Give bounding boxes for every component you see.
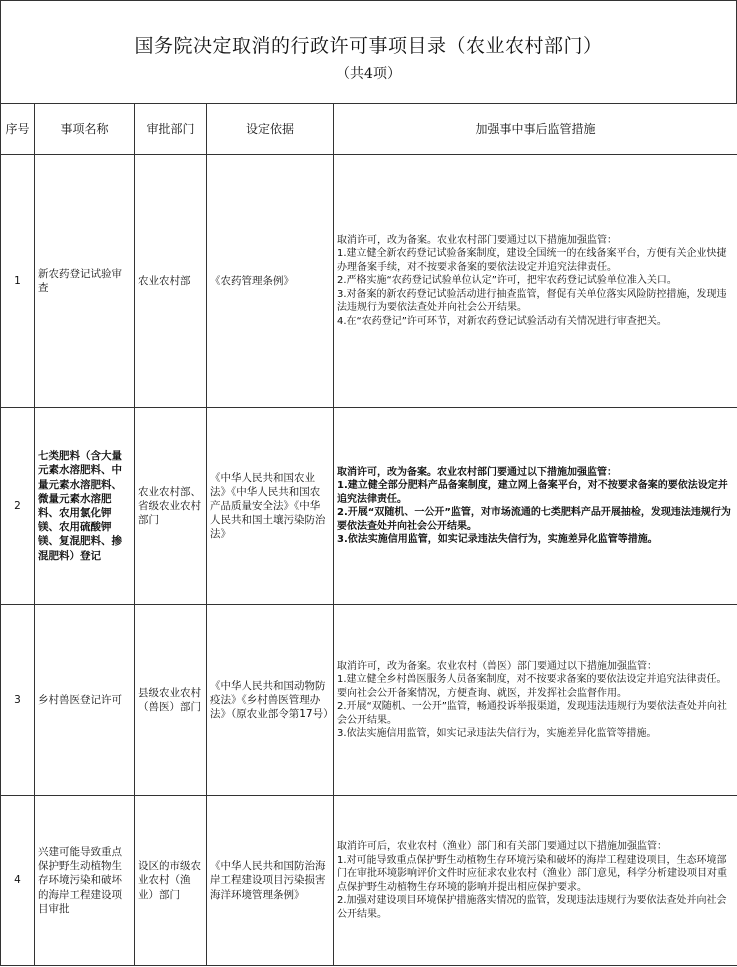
title-block <box>0 0 737 103</box>
table-row <box>1 605 737 796</box>
row-dept: 农业农村部、省级农业农村部门 <box>135 408 207 605</box>
row-name: 新农药登记试验审查 <box>35 155 135 408</box>
row-dept: 农业农村部 <box>135 155 207 408</box>
measure-line: 2.加强对建设项目环境保护措施落实情况的监管，发现违法违规行为要依法查处并向社会公开结果。 <box>337 895 727 920</box>
row-no: 3 <box>1 605 35 796</box>
row-no: 1 <box>1 155 35 408</box>
measure-line: 取消许可，改为备案。农业农村部门要通过以下措施加强监管： <box>337 234 617 246</box>
row-no: 4 <box>1 796 35 966</box>
row-dept: 县级农业农村（兽医）部门 <box>135 605 207 796</box>
measure-line: 取消许可，改为备案。农业农村（兽医）部门要通过以下措施加强监管： <box>337 660 657 672</box>
row-measures <box>334 796 737 966</box>
measure-line: 3.对备案的新农药登记试验活动进行抽查监管，督促有关单位落实风险防控措施，发现违法违规行为要依法查处并向社会公开结果。 <box>337 288 727 314</box>
header-dept: 审批部门 <box>135 104 207 155</box>
row-basis: 《中华人民共和国防治海岸工程建设项目污染损害海洋环境管理条例》 <box>207 796 334 966</box>
row-no: 2 <box>1 408 35 605</box>
header-basis: 设定依据 <box>207 104 334 155</box>
table-row <box>1 155 737 408</box>
measure-line: 3.依法实施信用监管，如实记录违法失信行为，实施差异化监管等措施。 <box>337 728 657 739</box>
measure-line: 2.开展“双随机、一公开”监管，对市场流通的七类肥料产品开展抽检，发现违法违规行为要依法查处并向社会公开结果。 <box>337 507 731 532</box>
measure-line: 1.建立健全新农药登记试验备案制度，建设全国统一的在线备案平台，方便有关企业快捷办理备案手续，对不按要求备案的要依法设定并追究法律责任。 <box>337 248 727 273</box>
measure-line: 2.严格实施“农药登记试验单位认定”许可，把牢农药登记试验单位准入关口。 <box>337 275 677 287</box>
measure-line: 1.建立健全乡村兽医服务人员备案制度，对不按要求备案的要依法设定并追究法律责任。要向社会公开备案情况，方便查询、就医，并发挥社会监督作用。 <box>337 674 727 699</box>
row-measures <box>334 605 737 796</box>
header-name: 事项名称 <box>35 104 135 155</box>
row-basis: 《中华人民共和国农业法》《中华人民共和国农产品质量安全法》《中华人民共和国土壤污染防治法》 <box>207 408 334 605</box>
row-basis: 《中华人民共和国动物防疫法》《乡村兽医管理办法》（原农业部令第17号） <box>207 605 334 796</box>
row-basis: 《农药管理条例》 <box>207 155 334 408</box>
measure-line: 4.在“农药登记”许可环节，对新农药登记试验活动有关情况进行审查把关。 <box>337 315 667 327</box>
row-measures <box>334 408 737 605</box>
table-row <box>1 408 737 605</box>
measure-line: 1.建立健全部分肥料产品备案制度，建立网上备案平台，对不按要求备案的要依法设定并追究法律责任。 <box>337 480 728 505</box>
row-name: 乡村兽医登记许可 <box>35 605 135 796</box>
header-no: 序号 <box>1 104 35 155</box>
measure-line: 2.开展“双随机、一公开”监管，畅通投诉举报渠道，发现违法违规行为要依法查处并向社会公开结果。 <box>337 701 727 726</box>
measure-line: 3.依法实施信用监管，如实记录违法失信行为，实施差异化监管等措施。 <box>337 534 658 545</box>
row-name: 兴建可能导致重点保护野生动植物生存环境污染和破坏的海岸工程建设项目审批 <box>35 796 135 966</box>
measure-line: 取消许可后，农业农村（渔业）部门和有关部门要通过以下措施加强监管： <box>337 841 667 852</box>
table-header-row <box>1 104 737 155</box>
row-measures <box>334 155 737 408</box>
row-dept: 设区的市级农业农村（渔业）部门 <box>135 796 207 966</box>
document-title: 国务院决定取消的行政许可事项目录（农业农村部门） <box>134 35 603 57</box>
document-subtitle: （共4项） <box>336 66 401 82</box>
table-row <box>1 796 737 966</box>
catalog-table <box>0 103 737 966</box>
measure-line: 1.对可能导致重点保护野生动植物生存环境污染和破坏的海岸工程建设项目，生态环境部门在审批环境影响评价文件时应征求农业农村（渔业）部门意见，科学分析建设项目对重点保护野生动植物生存环境的影响并提出相应保护要求。 <box>337 854 727 893</box>
measure-line: 取消许可，改为备案。农业农村部门要通过以下措施加强监管： <box>337 466 617 478</box>
header-measures: 加强事中事后监管措施 <box>334 104 737 155</box>
row-name: 七类肥料（含大量元素水溶肥料、中量元素水溶肥料、微量元素水溶肥料、农用氯化钾镁、农用硫酸钾镁、复混肥料、掺混肥料）登记 <box>35 408 135 605</box>
